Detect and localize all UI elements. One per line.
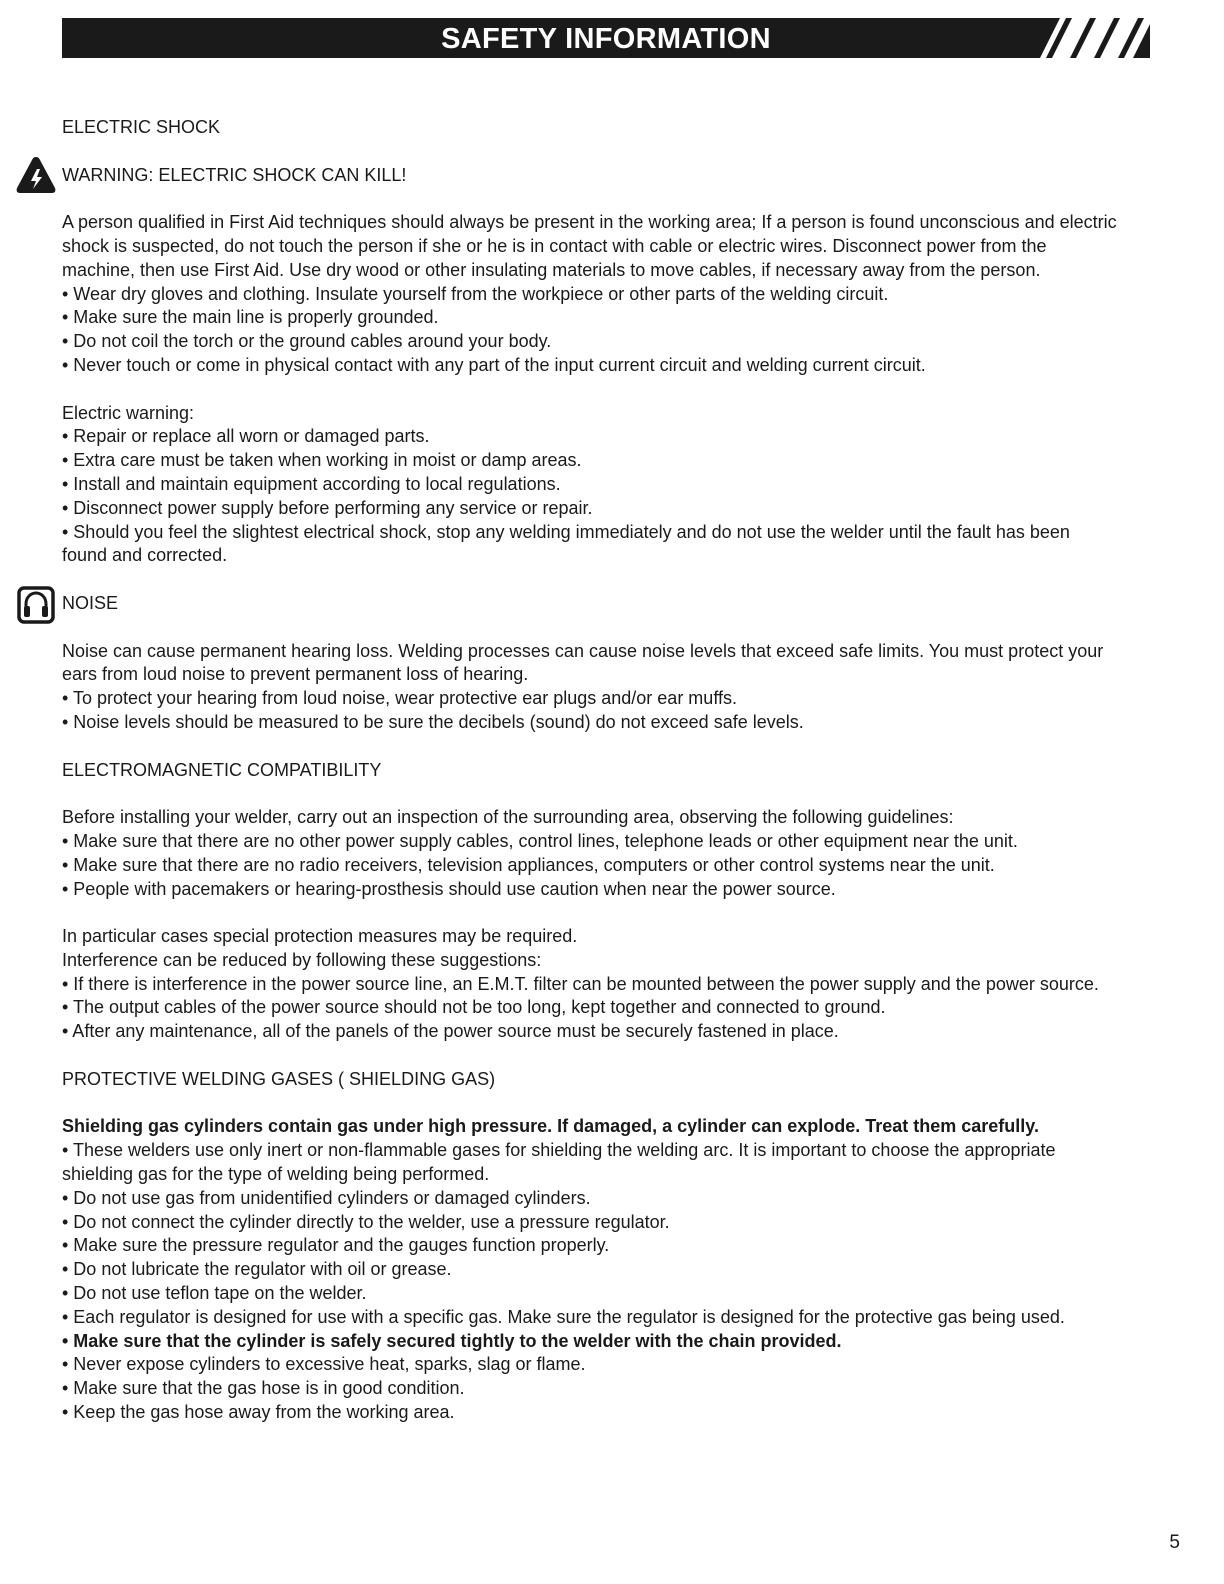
- page-number: 5: [1169, 1532, 1180, 1553]
- bullet-item: • Noise levels should be measured to be sure the decibels (sound) do not exceed safe levels.: [62, 711, 804, 732]
- bullet-item: • Keep the gas hose away from the working area.: [62, 1402, 455, 1423]
- bullet-item: • Make sure the pressure regulator and the gauges function properly.: [62, 1235, 610, 1256]
- bullet-item: • Make sure that there are no other power supply cables, control lines, telephone leads or other equipment near the unit.: [62, 830, 1018, 851]
- electric-shock-warning-icon: [15, 155, 57, 195]
- diagonal-stripes-decoration: [1040, 18, 1150, 58]
- bullet-item: • Disconnect power supply before performing any service or repair.: [62, 497, 593, 518]
- paragraph-line: Interference can be reduced by following these suggestions:: [62, 949, 542, 970]
- gas-bold-warning: Shielding gas cylinders contain gas under high pressure. If damaged, a cylinder can explode. Treat them carefully.: [62, 1116, 1039, 1137]
- bullet-item: • Never touch or come in physical contact with any part of the input current circuit and welding current circuit.: [62, 354, 926, 375]
- electric-shock-warning: WARNING: ELECTRIC SHOCK CAN KILL!: [62, 164, 407, 185]
- bullet-item-bold: • Make sure that the cylinder is safely secured tightly to the welder with the chain provided.: [62, 1330, 842, 1351]
- bullet-item: • Repair or replace all worn or damaged parts.: [62, 426, 430, 447]
- paragraph-line: machine, then use First Aid. Use dry wood or other insulating materials to move cables, if necessary away from the person.: [62, 259, 1041, 280]
- bullet-item: shielding gas for the type of welding being performed.: [62, 1164, 490, 1185]
- bullet-item: • Wear dry gloves and clothing. Insulate yourself from the workpiece or other parts of the welding circuit.: [62, 283, 889, 304]
- paragraph-line: Noise can cause permanent hearing loss. Welding processes can cause noise levels that exceed safe limits. You must protect your: [62, 640, 1104, 661]
- hearing-protection-icon: [17, 586, 55, 624]
- noise-heading: NOISE: [62, 592, 119, 613]
- bullet-item: • Each regulator is designed for use with a specific gas. Make sure the regulator is designed for the protective gas being used.: [62, 1306, 1065, 1327]
- bullet-item: • Do not connect the cylinder directly to the welder, use a pressure regulator.: [62, 1211, 670, 1232]
- document-body: [62, 116, 1152, 1425]
- paragraph-line: shock is suspected, do not touch the person if she or he is in contact with cable or electric wires. Disconnect power from the: [62, 235, 1047, 256]
- bullet-item: • To protect your hearing from loud noise, wear protective ear plugs and/or ear muffs.: [62, 688, 737, 709]
- bullet-item: • Never expose cylinders to excessive heat, sparks, slag or flame.: [62, 1354, 586, 1375]
- bullet-item: • The output cables of the power source should not be too long, kept together and connected to ground.: [62, 997, 886, 1018]
- bullet-item: • Do not use gas from unidentified cylinders or damaged cylinders.: [62, 1187, 591, 1208]
- bullet-item: • Make sure that there are no radio receivers, television appliances, computers or other control systems near the unit.: [62, 854, 995, 875]
- bullet-item: • People with pacemakers or hearing-prosthesis should use caution when near the power source.: [62, 878, 836, 899]
- paragraph-line: Before installing your welder, carry out an inspection of the surrounding area, observing the following guidelines:: [62, 807, 954, 828]
- emc-heading: ELECTROMAGNETIC COMPATIBILITY: [62, 759, 382, 780]
- bullet-item: • Should you feel the slightest electrical shock, stop any welding immediately and do not use the welder until the fault has been: [62, 521, 1070, 542]
- paragraph-line: In particular cases special protection measures may be required.: [62, 926, 578, 947]
- page-title: SAFETY INFORMATION: [441, 23, 771, 55]
- bullet-item: found and corrected.: [62, 545, 228, 566]
- bullet-item: • After any maintenance, all of the panels of the power source must be securely fastened in place.: [62, 1021, 839, 1042]
- electric-shock-heading: ELECTRIC SHOCK: [62, 117, 221, 137]
- bullet-item: • Do not use teflon tape on the welder.: [62, 1283, 367, 1304]
- bullet-item: • Extra care must be taken when working in moist or damp areas.: [62, 450, 582, 471]
- bullet-item: • Make sure the main line is properly grounded.: [62, 307, 439, 328]
- bullet-item: • Make sure that the gas hose is in good condition.: [62, 1378, 465, 1399]
- paragraph-line: A person qualified in First Aid techniques should always be present in the working area; If a person is found unconscious and electric: [62, 212, 1117, 233]
- bullet-item: • Do not lubricate the regulator with oil or grease.: [62, 1259, 452, 1280]
- bullet-item: • These welders use only inert or non-flammable gases for shielding the welding arc. It is important to choose the appropriate: [62, 1140, 1056, 1161]
- bullet-item: • Install and maintain equipment according to local regulations.: [62, 473, 561, 494]
- gas-heading: PROTECTIVE WELDING GASES ( SHIELDING GAS): [62, 1068, 496, 1089]
- bullet-item: • If there is interference in the power source line, an E.M.T. filter can be mounted between the power supply and the power source.: [62, 973, 1099, 994]
- electric-warning-heading: Electric warning:: [62, 402, 195, 423]
- header-bar: [62, 18, 1150, 58]
- bullet-item: • Do not coil the torch or the ground cables around your body.: [62, 331, 552, 352]
- paragraph-line: ears from loud noise to prevent permanent loss of hearing.: [62, 664, 529, 685]
